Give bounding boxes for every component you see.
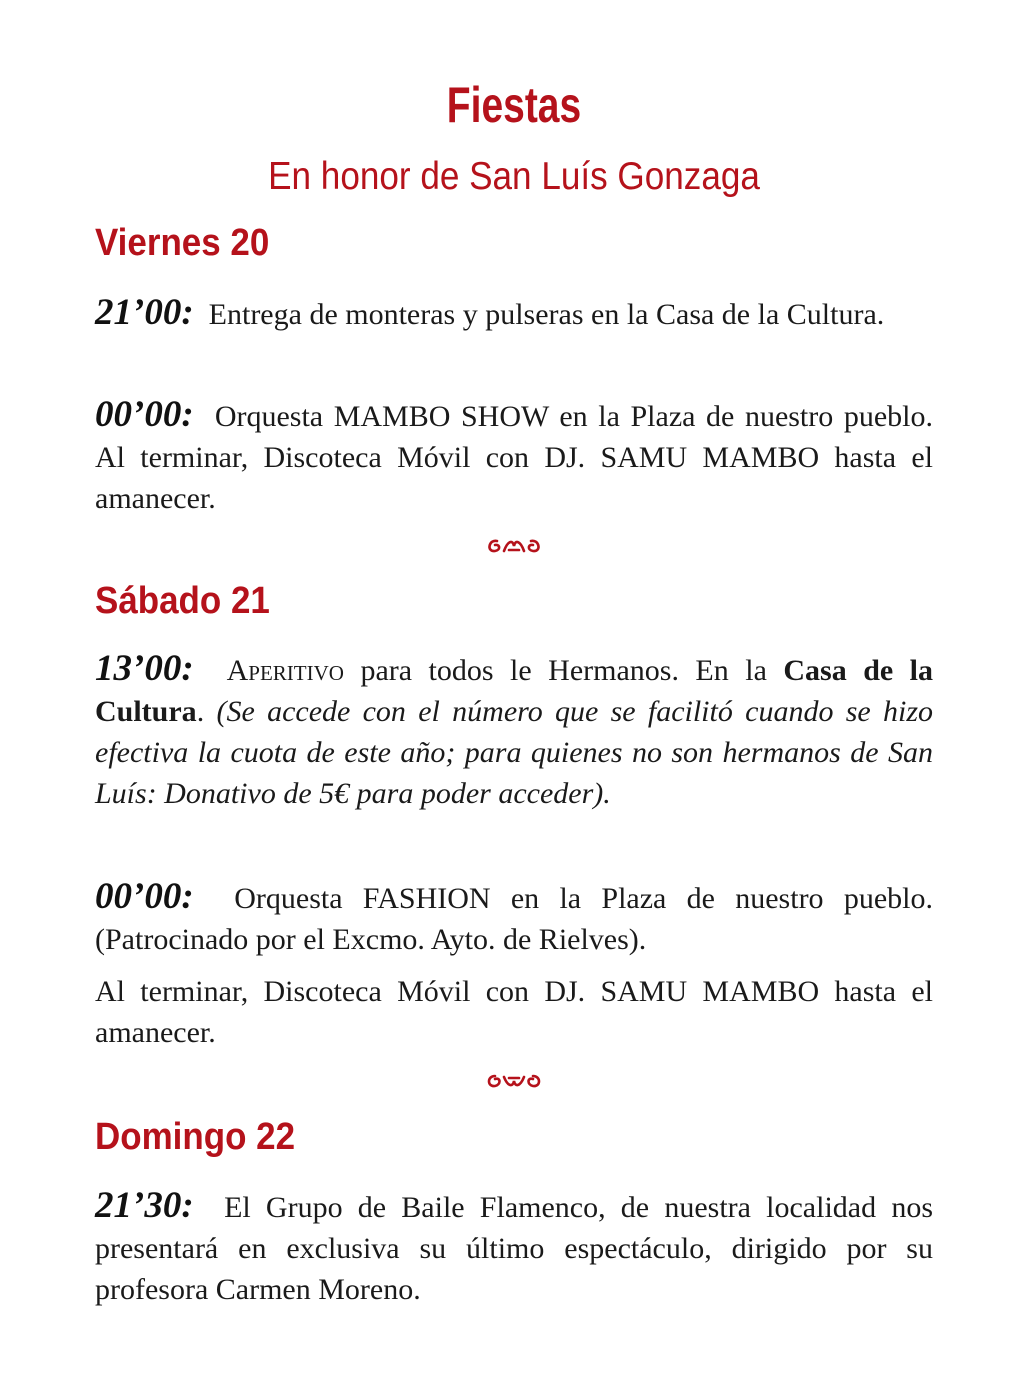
entry-text: El Grupo de Baile Flamenco, de nuestra localidad nos presentará en exclusiva su último espectáculo, dirigido por su profesora Carmen Moreno. — [95, 1191, 933, 1306]
day-heading-sabado: Sábado 21 — [95, 580, 270, 622]
entry-time: 00’00: — [95, 876, 194, 917]
entry-text: Al terminar, Discoteca Móvil con DJ. SAMU MAMBO hasta el amanecer. — [95, 975, 933, 1049]
entry-time: 21’30: — [95, 1185, 194, 1226]
schedule-entry — [95, 1185, 933, 1310]
entry-time: 21’00: — [95, 292, 194, 333]
schedule-entry — [95, 292, 933, 335]
schedule-entry — [95, 876, 933, 960]
entry-text: para todos le Hermanos. En la — [360, 654, 767, 687]
entry-time: 13’00: — [95, 648, 194, 689]
schedule-entry — [95, 648, 933, 814]
day-heading-domingo: Domingo 22 — [95, 1116, 296, 1158]
page-title: Fiestas — [446, 77, 582, 133]
entry-text: Entrega de monteras y pulseras en la Casa de la Cultura. — [208, 298, 885, 331]
entry-text: Orquesta FASHION en la Plaza de nuestro pueblo. (Patrocinado por el Excmo. Ayto. de Rielves). — [95, 882, 933, 956]
schedule-entry — [95, 971, 933, 1053]
scroll-ornament-icon — [95, 1071, 933, 1096]
entry-note: (Se accede con el número que se facilitó cuando se hizo efectiva la cuota de este año; para quienes no son hermanos de San Luís: Donativo de 5€ para poder acceder). — [95, 695, 934, 810]
entry-venue: Casa de la Cultura — [95, 654, 934, 728]
entry-highlight: Aperitivo — [226, 654, 344, 687]
entry-text: Orquesta MAMBO SHOW en la Plaza de nuestro pueblo. Al terminar, Discoteca Móvil con DJ. SAMU MAMBO hasta el amanecer. — [95, 400, 933, 515]
day-heading-viernes: Viernes 20 — [95, 222, 270, 264]
entry-text: . — [196, 695, 205, 728]
scroll-ornament-icon — [95, 536, 933, 561]
schedule-entry — [95, 394, 933, 519]
entry-time: 00’00: — [95, 394, 194, 435]
page-subtitle: En honor de San Luís Gonzaga — [268, 155, 760, 198]
